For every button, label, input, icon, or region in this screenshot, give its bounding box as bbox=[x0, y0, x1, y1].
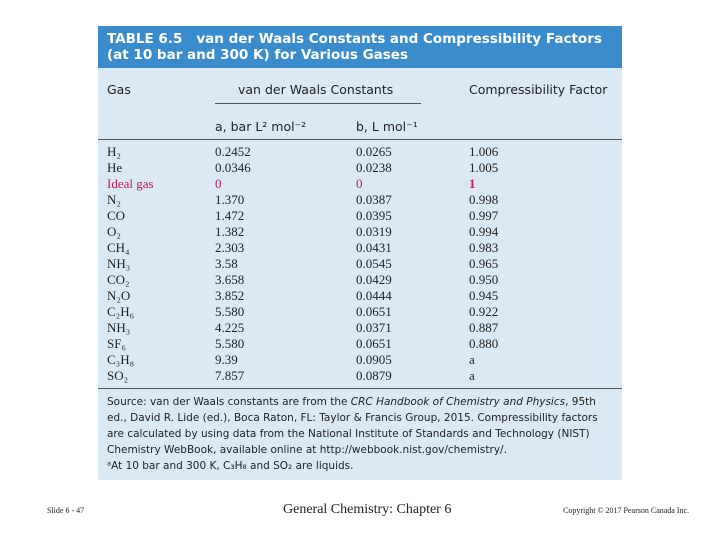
cell-gas: N₂O bbox=[107, 288, 131, 303]
table-row bbox=[98, 368, 622, 384]
cell-b: 0.0265 bbox=[356, 144, 392, 159]
cell-a: 1.370 bbox=[215, 192, 245, 207]
source-text-post: , 95th ed., David R. Lide (ed.), Boca Raton, FL: Taylor & Francis Group, 2015. Compressibility factors are calculated by using data from the National Institute of Standards and Technology (NIST) Chemistry WebBook, available online at http://webbook.nist.gov/chemistry/. bbox=[107, 396, 598, 456]
cell-b: 0.0651 bbox=[356, 336, 392, 351]
cell-a: 0.0346 bbox=[215, 160, 251, 175]
source-note bbox=[107, 394, 617, 474]
cell-b: 0.0431 bbox=[356, 240, 392, 255]
column-header-vdw: van der Waals Constants bbox=[238, 82, 394, 97]
cell-b: 0.0879 bbox=[356, 368, 392, 383]
cell-a: 5.580 bbox=[215, 304, 245, 319]
table-row bbox=[98, 288, 622, 304]
footer-title: General Chemistry: Chapter 6 bbox=[283, 502, 452, 517]
cell-compressibility: 0.945 bbox=[469, 288, 499, 303]
cell-b: 0.0387 bbox=[356, 192, 392, 207]
cell-gas: NH₃ bbox=[107, 256, 131, 271]
cell-compressibility: 0.983 bbox=[469, 240, 499, 255]
cell-b: 0.0238 bbox=[356, 160, 392, 175]
header-divider-line bbox=[215, 103, 421, 104]
table-row bbox=[98, 304, 622, 320]
cell-compressibility: 0.965 bbox=[469, 256, 499, 271]
table-row bbox=[98, 192, 622, 208]
table-row bbox=[98, 144, 622, 160]
cell-compressibility: a bbox=[469, 368, 475, 383]
cell-gas: SO₂ bbox=[107, 368, 129, 383]
table-row bbox=[98, 160, 622, 176]
cell-b: 0.0319 bbox=[356, 224, 392, 239]
cell-compressibility: 0.998 bbox=[469, 192, 499, 207]
column-header-a: a, bar L² mol⁻² bbox=[215, 119, 307, 134]
footnote: ᵃAt 10 bar and 300 K, C₃H₈ and SO₂ are liquids. bbox=[107, 460, 354, 472]
cell-b: 0.0371 bbox=[356, 320, 392, 335]
slide-number: Slide 6 - 47 bbox=[47, 506, 85, 515]
table-bottom-rule bbox=[98, 388, 622, 389]
cell-gas: N₂ bbox=[107, 192, 121, 207]
cell-b: 0.0429 bbox=[356, 272, 392, 287]
cell-a: 4.225 bbox=[215, 320, 245, 335]
table-title bbox=[107, 31, 617, 63]
cell-gas: O₂ bbox=[107, 224, 121, 239]
table-row bbox=[98, 240, 622, 256]
cell-compressibility: 0.950 bbox=[469, 272, 499, 287]
table-number: TABLE 6.5 bbox=[107, 31, 183, 47]
source-book-title: CRC Handbook of Chemistry and Physics bbox=[350, 396, 566, 408]
copyright: Copyright © 2017 Pearson Canada Inc. bbox=[563, 506, 690, 515]
cell-gas: CO bbox=[107, 208, 126, 223]
table-row bbox=[98, 224, 622, 240]
cell-compressibility: 0.994 bbox=[469, 224, 499, 239]
cell-a: 5.580 bbox=[215, 336, 245, 351]
cell-compressibility: 1.006 bbox=[469, 144, 499, 159]
cell-b: 0 bbox=[356, 176, 363, 191]
cell-b: 0.0905 bbox=[356, 352, 392, 367]
cell-gas: CH₄ bbox=[107, 240, 130, 255]
cell-compressibility: 1.005 bbox=[469, 160, 499, 175]
column-header-gas: Gas bbox=[107, 82, 131, 97]
table-row bbox=[98, 352, 622, 368]
cell-gas: NH₃ bbox=[107, 320, 131, 335]
cell-b: 0.0444 bbox=[356, 288, 392, 303]
cell-gas: C₃H₈ bbox=[107, 352, 135, 367]
cell-b: 0.0651 bbox=[356, 304, 392, 319]
cell-gas: H₂ bbox=[107, 144, 121, 159]
cell-b: 0.0395 bbox=[356, 208, 392, 223]
cell-a: 0.2452 bbox=[215, 144, 251, 159]
cell-a: 1.382 bbox=[215, 224, 245, 239]
table-row bbox=[98, 272, 622, 288]
cell-a: 9.39 bbox=[215, 352, 238, 367]
cell-compressibility: a bbox=[469, 352, 475, 367]
cell-a: 3.852 bbox=[215, 288, 245, 303]
table-row bbox=[98, 176, 622, 192]
cell-a: 3.58 bbox=[215, 256, 238, 271]
table-row bbox=[98, 256, 622, 272]
table-body bbox=[98, 144, 622, 384]
cell-compressibility: 0.922 bbox=[469, 304, 499, 319]
cell-compressibility: 1 bbox=[469, 176, 476, 191]
cell-a: 7.857 bbox=[215, 368, 245, 383]
cell-gas: He bbox=[107, 160, 123, 175]
source-text-pre: Source: van der Waals constants are from the bbox=[107, 396, 351, 408]
cell-compressibility: 0.997 bbox=[469, 208, 499, 223]
cell-gas: CO₂ bbox=[107, 272, 130, 287]
cell-gas: SF₆ bbox=[107, 336, 126, 351]
cell-a: 3.658 bbox=[215, 272, 245, 287]
cell-compressibility: 0.887 bbox=[469, 320, 499, 335]
cell-gas: C₂H₆ bbox=[107, 304, 135, 319]
column-header-b: b, L mol⁻¹ bbox=[356, 119, 418, 134]
table-row bbox=[98, 208, 622, 224]
header-bottom-rule bbox=[98, 139, 622, 140]
table-header-band bbox=[98, 26, 622, 68]
cell-a: 1.472 bbox=[215, 208, 245, 223]
cell-b: 0.0545 bbox=[356, 256, 392, 271]
table-title-line1: van der Waals Constants and Compressibility Factors bbox=[196, 31, 602, 47]
cell-gas: Ideal gas bbox=[107, 176, 154, 191]
table-row bbox=[98, 320, 622, 336]
table-title-line2: (at 10 bar and 300 K) for Various Gases bbox=[107, 47, 408, 63]
column-header-compressibility: Compressibility Factor bbox=[469, 82, 608, 97]
cell-a: 2.303 bbox=[215, 240, 245, 255]
table-row bbox=[98, 336, 622, 352]
data-table bbox=[98, 26, 622, 480]
cell-a: 0 bbox=[215, 176, 222, 191]
cell-compressibility: 0.880 bbox=[469, 336, 499, 351]
